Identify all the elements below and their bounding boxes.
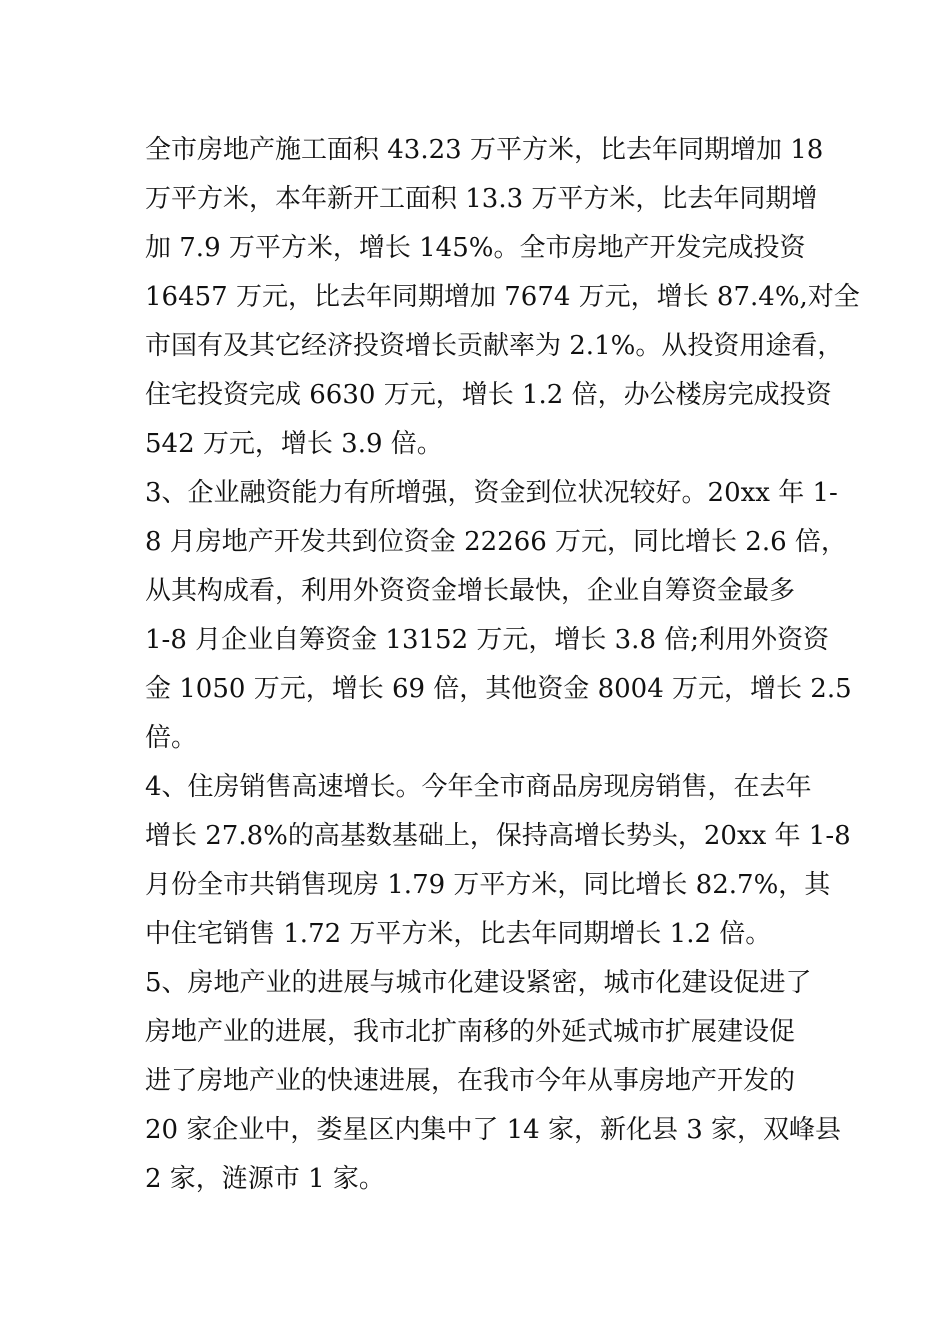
- text-line: 4、住房销售高速增长。今年全市商品房现房销售，在去年: [145, 772, 812, 802]
- paragraph-urbanization: [145, 959, 845, 1204]
- text-line: 8 月房地产开发共到位资金 22266 万元，同比增长 2.6 倍，: [145, 527, 847, 557]
- text-line: 全市房地产施工面积 43.23 万平方米，比去年同期增加 18: [145, 135, 824, 165]
- document-body: [145, 126, 860, 1204]
- text-line: 住宅投资完成 6630 万元，增长 1.2 倍，办公楼房完成投资: [145, 380, 832, 410]
- text-line: 增长 27.8%的高基数基础上，保持高增长势头，20xx 年 1-8: [145, 821, 851, 851]
- text-line: 万平方米，本年新开工面积 13.3 万平方米，比去年同期增: [145, 184, 818, 214]
- paragraph-financing: [145, 469, 852, 763]
- text-line: 5、房地产业的进展与城市化建设紧密，城市化建设促进了: [145, 968, 812, 998]
- text-line: 2 家，涟源市 1 家。: [145, 1164, 385, 1194]
- text-line: 3、企业融资能力有所增强，资金到位状况较好。20xx 年 1-: [145, 478, 838, 508]
- text-line: 542 万元，增长 3.9 倍。: [145, 429, 443, 459]
- text-line: 从其构成看，利用外资资金增长最快，企业自筹资金最多: [145, 576, 796, 606]
- text-line: 16457 万元，比去年同期增加 7674 万元，增长 87.4%,对全: [145, 282, 860, 312]
- text-line: 月份全市共销售现房 1.79 万平方米，同比增长 82.7%，其: [145, 870, 831, 900]
- text-line: 进了房地产业的快速进展，在我市今年从事房地产开发的: [145, 1066, 796, 1096]
- paragraph-housing-sales: [145, 763, 851, 959]
- text-line: 中住宅销售 1.72 万平方米，比去年同期增长 1.2 倍。: [145, 919, 772, 949]
- text-line: 1-8 月企业自筹资金 13152 万元，增长 3.8 倍;利用外资资: [145, 625, 830, 655]
- text-line: 20 家企业中，娄星区内集中了 14 家，新化县 3 家，双峰县: [145, 1115, 842, 1145]
- text-line: 加 7.9 万平方米，增长 145%。全市房地产开发完成投资: [145, 233, 806, 263]
- text-line: 金 1050 万元，增长 69 倍，其他资金 8004 万元，增长 2.5: [145, 674, 852, 704]
- text-line: 市国有及其它经济投资增长贡献率为 2.1%。从投资用途看，: [145, 331, 844, 361]
- paragraph-investment: [145, 126, 860, 469]
- text-line: 倍。: [145, 723, 198, 753]
- text-line: 房地产业的进展，我市北扩南移的外延式城市扩展建设促: [145, 1017, 796, 1047]
